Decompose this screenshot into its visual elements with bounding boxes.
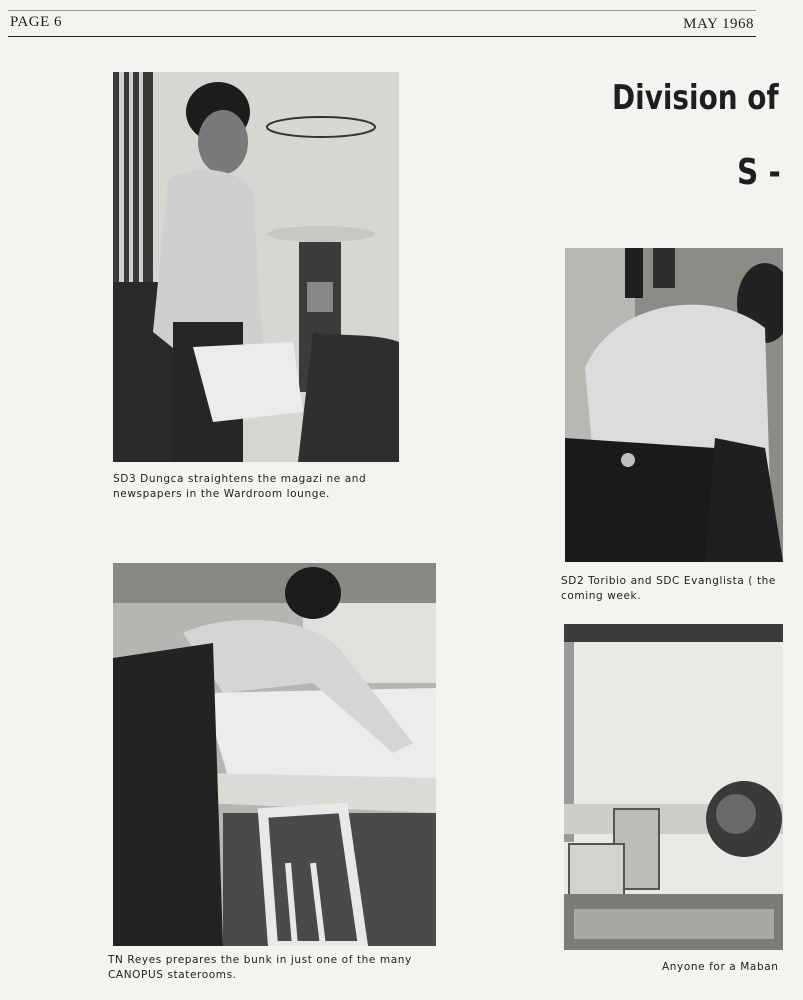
photo-reyes-bunk [113,563,436,946]
photo-caption: TN Reyes prepares the bunk in just one of the many CANOPUS staterooms. [108,954,412,981]
article-title: Division of [612,78,779,118]
photo-caption: SD3 Dungca straightens the magazi ne and newspapers in the Wardroom lounge. [113,473,367,500]
photo-wardroom-lounge [113,72,399,462]
photo-caption: SD2 Toribio and SDC Evanglista ( the coming week. [561,575,776,602]
page-header [8,10,756,37]
article-title-continued: S - [737,152,781,193]
page-number: PAGE 6 [10,14,63,30]
photo-toribio-evanglista [565,248,783,562]
photo-galley [564,624,783,950]
photo-caption: Anyone for a Maban [662,961,779,973]
issue-date: MAY 1968 [683,16,754,32]
